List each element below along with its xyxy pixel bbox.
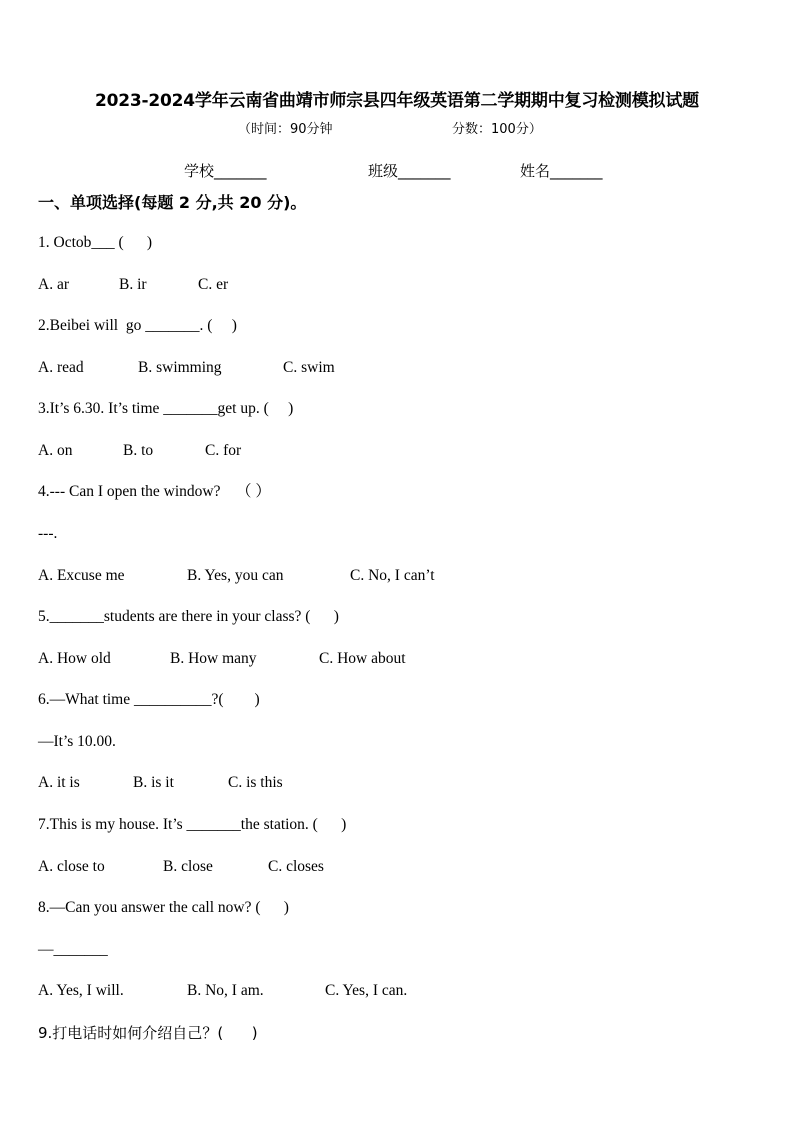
q5-option-c: C. How about bbox=[319, 650, 406, 667]
q3-option-b: B. to bbox=[123, 442, 154, 459]
school-field: 学校_______ bbox=[184, 162, 267, 180]
q1-option-a: A. ar bbox=[38, 276, 69, 293]
q2-option-a: A. read bbox=[38, 359, 84, 376]
class-field: 班级_______ bbox=[368, 162, 451, 180]
question-4: 4.--- Can I open the window? （ ） bbox=[38, 483, 271, 500]
question-6: 6.—What time __________?( ) bbox=[38, 691, 260, 708]
question-2: 2.Beibei will go _______. ( ) bbox=[38, 317, 237, 334]
question-8: 8.—Can you answer the call now? ( ) bbox=[38, 899, 289, 916]
q1-option-b: B. ir bbox=[119, 276, 147, 293]
q6-option-c: C. is this bbox=[228, 774, 283, 791]
name-field: 姓名_______ bbox=[520, 162, 603, 180]
q6-option-a: A. it is bbox=[38, 774, 80, 791]
q2-option-c: C. swim bbox=[283, 359, 335, 376]
q3-option-c: C. for bbox=[205, 442, 242, 459]
question-7: 7.This is my house. It’s _______the station. ( ) bbox=[38, 816, 347, 833]
exam-title: 2023-2024学年云南省曲靖市师宗县四年级英语第二学期期中复习检测模拟试题 bbox=[95, 91, 699, 111]
section-title: 一、单项选择(每题 2 分,共 20 分)。 bbox=[38, 193, 307, 212]
exam-score: 分数：100分） bbox=[452, 122, 542, 137]
q8-option-b: B. No, I am. bbox=[187, 982, 264, 999]
question-4-answer-line: ---. bbox=[38, 525, 58, 542]
q7-option-c: C. closes bbox=[268, 858, 324, 875]
question-8-answer-line: —_______ bbox=[38, 941, 108, 958]
q6-option-b: B. is it bbox=[133, 774, 174, 791]
question-6-answer-line: —It’s 10.00. bbox=[38, 733, 116, 750]
q5-option-b: B. How many bbox=[170, 650, 257, 667]
q8-option-a: A. Yes, I will. bbox=[38, 982, 124, 999]
q2-option-b: B. swimming bbox=[138, 359, 222, 376]
question-1: 1. Octob___ ( ) bbox=[38, 234, 153, 251]
q4-option-b: B. Yes, you can bbox=[187, 567, 284, 584]
q7-option-b: B. close bbox=[163, 858, 213, 875]
question-3: 3.It’s 6.30. It’s time _______get up. ( ) bbox=[38, 400, 294, 417]
q4-option-c: C. No, I can’t bbox=[350, 567, 435, 584]
question-9: 9.打电话时如何介绍自己？( ) bbox=[38, 1024, 258, 1042]
q5-option-a: A. How old bbox=[38, 650, 111, 667]
q3-option-a: A. on bbox=[38, 442, 73, 459]
q7-option-a: A. close to bbox=[38, 858, 105, 875]
exam-time: （时间：90分钟 bbox=[238, 122, 333, 137]
q4-option-a: A. Excuse me bbox=[38, 567, 125, 584]
q1-option-c: C. er bbox=[198, 276, 229, 293]
question-5: 5._______students are there in your class? ( ) bbox=[38, 608, 339, 625]
q8-option-c: C. Yes, I can. bbox=[325, 982, 408, 999]
